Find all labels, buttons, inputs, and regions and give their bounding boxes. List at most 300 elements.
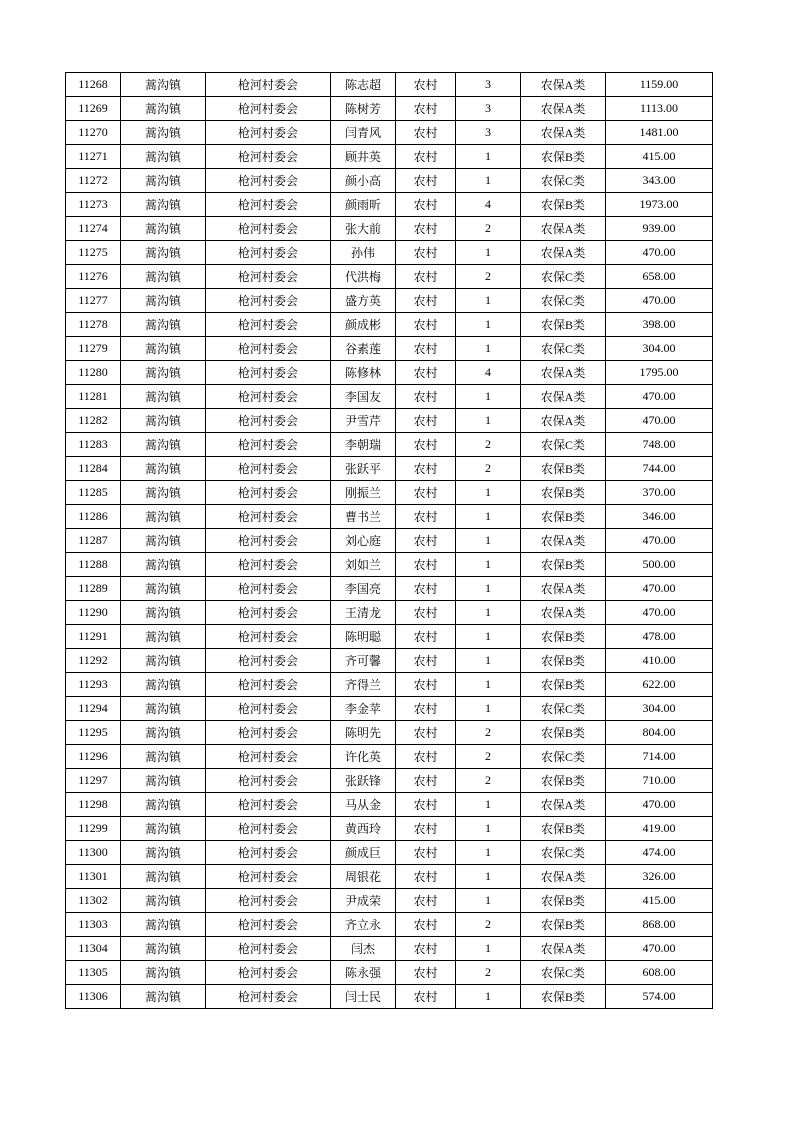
table-row xyxy=(66,385,713,409)
cell-amount: 608.00 xyxy=(606,961,713,985)
cell-id: 11282 xyxy=(66,409,121,433)
cell-insurance: 农保A类 xyxy=(521,865,606,889)
cell-town: 蒿沟镇 xyxy=(121,529,206,553)
cell-town: 蒿沟镇 xyxy=(121,337,206,361)
cell-id: 11279 xyxy=(66,337,121,361)
table-row xyxy=(66,961,713,985)
cell-count: 1 xyxy=(456,889,521,913)
cell-village: 枪河村委会 xyxy=(206,673,331,697)
cell-count: 2 xyxy=(456,769,521,793)
table-row xyxy=(66,553,713,577)
cell-amount: 574.00 xyxy=(606,985,713,1009)
cell-insurance: 农保B类 xyxy=(521,481,606,505)
cell-amount: 470.00 xyxy=(606,793,713,817)
cell-id: 11277 xyxy=(66,289,121,313)
cell-amount: 304.00 xyxy=(606,697,713,721)
cell-area_type: 农村 xyxy=(396,721,456,745)
cell-insurance: 农保B类 xyxy=(521,505,606,529)
cell-insurance: 农保C类 xyxy=(521,265,606,289)
cell-amount: 658.00 xyxy=(606,265,713,289)
cell-amount: 1795.00 xyxy=(606,361,713,385)
cell-name: 曹书兰 xyxy=(331,505,396,529)
cell-amount: 748.00 xyxy=(606,433,713,457)
cell-insurance: 农保A类 xyxy=(521,409,606,433)
cell-area_type: 农村 xyxy=(396,577,456,601)
cell-amount: 470.00 xyxy=(606,601,713,625)
cell-area_type: 农村 xyxy=(396,337,456,361)
table-row xyxy=(66,505,713,529)
cell-count: 1 xyxy=(456,289,521,313)
cell-amount: 1159.00 xyxy=(606,73,713,97)
cell-id: 11294 xyxy=(66,697,121,721)
cell-town: 蒿沟镇 xyxy=(121,265,206,289)
cell-name: 尹成荣 xyxy=(331,889,396,913)
cell-insurance: 农保C类 xyxy=(521,433,606,457)
cell-name: 代洪梅 xyxy=(331,265,396,289)
cell-village: 枪河村委会 xyxy=(206,649,331,673)
cell-insurance: 农保B类 xyxy=(521,649,606,673)
cell-name: 刚振兰 xyxy=(331,481,396,505)
cell-area_type: 农村 xyxy=(396,529,456,553)
cell-id: 11268 xyxy=(66,73,121,97)
cell-town: 蒿沟镇 xyxy=(121,841,206,865)
cell-id: 11286 xyxy=(66,505,121,529)
table-row xyxy=(66,241,713,265)
cell-insurance: 农保B类 xyxy=(521,673,606,697)
cell-id: 11300 xyxy=(66,841,121,865)
cell-village: 枪河村委会 xyxy=(206,697,331,721)
cell-area_type: 农村 xyxy=(396,553,456,577)
cell-name: 闫杰 xyxy=(331,937,396,961)
cell-area_type: 农村 xyxy=(396,697,456,721)
table-row xyxy=(66,217,713,241)
cell-area_type: 农村 xyxy=(396,385,456,409)
cell-village: 枪河村委会 xyxy=(206,505,331,529)
cell-count: 1 xyxy=(456,649,521,673)
cell-area_type: 农村 xyxy=(396,289,456,313)
table-row xyxy=(66,457,713,481)
cell-name: 李朝瑞 xyxy=(331,433,396,457)
cell-count: 1 xyxy=(456,553,521,577)
table-row xyxy=(66,793,713,817)
cell-amount: 470.00 xyxy=(606,529,713,553)
cell-count: 1 xyxy=(456,601,521,625)
cell-town: 蒿沟镇 xyxy=(121,289,206,313)
table-row xyxy=(66,937,713,961)
cell-insurance: 农保B类 xyxy=(521,985,606,1009)
cell-id: 11271 xyxy=(66,145,121,169)
cell-town: 蒿沟镇 xyxy=(121,769,206,793)
cell-area_type: 农村 xyxy=(396,505,456,529)
table-row xyxy=(66,817,713,841)
cell-id: 11297 xyxy=(66,769,121,793)
cell-name: 李金苹 xyxy=(331,697,396,721)
cell-id: 11273 xyxy=(66,193,121,217)
cell-count: 2 xyxy=(456,457,521,481)
cell-town: 蒿沟镇 xyxy=(121,241,206,265)
cell-id: 11269 xyxy=(66,97,121,121)
cell-count: 1 xyxy=(456,841,521,865)
cell-count: 1 xyxy=(456,505,521,529)
table-row xyxy=(66,337,713,361)
table-row xyxy=(66,529,713,553)
cell-amount: 470.00 xyxy=(606,289,713,313)
cell-id: 11289 xyxy=(66,577,121,601)
cell-area_type: 农村 xyxy=(396,97,456,121)
cell-area_type: 农村 xyxy=(396,937,456,961)
cell-insurance: 农保C类 xyxy=(521,169,606,193)
cell-count: 2 xyxy=(456,265,521,289)
table-row xyxy=(66,193,713,217)
cell-count: 1 xyxy=(456,481,521,505)
cell-area_type: 农村 xyxy=(396,673,456,697)
cell-town: 蒿沟镇 xyxy=(121,793,206,817)
cell-amount: 474.00 xyxy=(606,841,713,865)
cell-town: 蒿沟镇 xyxy=(121,193,206,217)
table-row xyxy=(66,265,713,289)
cell-amount: 470.00 xyxy=(606,937,713,961)
cell-town: 蒿沟镇 xyxy=(121,721,206,745)
cell-count: 1 xyxy=(456,817,521,841)
cell-id: 11288 xyxy=(66,553,121,577)
cell-village: 枪河村委会 xyxy=(206,985,331,1009)
cell-name: 刘如兰 xyxy=(331,553,396,577)
cell-name: 陈明先 xyxy=(331,721,396,745)
table-row xyxy=(66,889,713,913)
cell-insurance: 农保A类 xyxy=(521,529,606,553)
cell-area_type: 农村 xyxy=(396,649,456,673)
cell-amount: 939.00 xyxy=(606,217,713,241)
cell-name: 陈树芳 xyxy=(331,97,396,121)
cell-count: 2 xyxy=(456,745,521,769)
cell-name: 尹雪芹 xyxy=(331,409,396,433)
cell-name: 闫士民 xyxy=(331,985,396,1009)
cell-village: 枪河村委会 xyxy=(206,529,331,553)
cell-town: 蒿沟镇 xyxy=(121,673,206,697)
cell-id: 11278 xyxy=(66,313,121,337)
cell-village: 枪河村委会 xyxy=(206,601,331,625)
table-row xyxy=(66,745,713,769)
cell-count: 1 xyxy=(456,985,521,1009)
cell-count: 1 xyxy=(456,241,521,265)
cell-town: 蒿沟镇 xyxy=(121,577,206,601)
cell-name: 顾井英 xyxy=(331,145,396,169)
cell-amount: 346.00 xyxy=(606,505,713,529)
cell-village: 枪河村委会 xyxy=(206,553,331,577)
cell-village: 枪河村委会 xyxy=(206,145,331,169)
cell-area_type: 农村 xyxy=(396,145,456,169)
cell-insurance: 农保A类 xyxy=(521,385,606,409)
cell-amount: 398.00 xyxy=(606,313,713,337)
cell-area_type: 农村 xyxy=(396,865,456,889)
cell-count: 1 xyxy=(456,577,521,601)
table-row xyxy=(66,577,713,601)
cell-area_type: 农村 xyxy=(396,193,456,217)
cell-name: 颜小高 xyxy=(331,169,396,193)
cell-town: 蒿沟镇 xyxy=(121,745,206,769)
cell-id: 11306 xyxy=(66,985,121,1009)
cell-count: 1 xyxy=(456,865,521,889)
cell-village: 枪河村委会 xyxy=(206,913,331,937)
cell-name: 张大前 xyxy=(331,217,396,241)
cell-area_type: 农村 xyxy=(396,913,456,937)
cell-insurance: 农保A类 xyxy=(521,121,606,145)
cell-id: 11293 xyxy=(66,673,121,697)
cell-town: 蒿沟镇 xyxy=(121,73,206,97)
cell-id: 11304 xyxy=(66,937,121,961)
cell-insurance: 农保C类 xyxy=(521,841,606,865)
cell-area_type: 农村 xyxy=(396,313,456,337)
cell-name: 颜雨昕 xyxy=(331,193,396,217)
cell-name: 颜成巨 xyxy=(331,841,396,865)
cell-amount: 1481.00 xyxy=(606,121,713,145)
cell-town: 蒿沟镇 xyxy=(121,217,206,241)
cell-village: 枪河村委会 xyxy=(206,865,331,889)
cell-count: 1 xyxy=(456,937,521,961)
cell-name: 谷素莲 xyxy=(331,337,396,361)
cell-village: 枪河村委会 xyxy=(206,721,331,745)
cell-village: 枪河村委会 xyxy=(206,577,331,601)
cell-amount: 410.00 xyxy=(606,649,713,673)
table-row xyxy=(66,433,713,457)
cell-count: 2 xyxy=(456,217,521,241)
table-row xyxy=(66,121,713,145)
cell-amount: 1973.00 xyxy=(606,193,713,217)
cell-village: 枪河村委会 xyxy=(206,961,331,985)
cell-area_type: 农村 xyxy=(396,769,456,793)
cell-amount: 304.00 xyxy=(606,337,713,361)
table-row xyxy=(66,985,713,1009)
table-row xyxy=(66,601,713,625)
cell-amount: 710.00 xyxy=(606,769,713,793)
table-row xyxy=(66,913,713,937)
cell-village: 枪河村委会 xyxy=(206,817,331,841)
cell-town: 蒿沟镇 xyxy=(121,457,206,481)
cell-town: 蒿沟镇 xyxy=(121,145,206,169)
cell-area_type: 农村 xyxy=(396,265,456,289)
cell-count: 2 xyxy=(456,721,521,745)
cell-name: 张跃平 xyxy=(331,457,396,481)
cell-area_type: 农村 xyxy=(396,625,456,649)
cell-count: 1 xyxy=(456,793,521,817)
table-row xyxy=(66,313,713,337)
cell-area_type: 农村 xyxy=(396,169,456,193)
cell-area_type: 农村 xyxy=(396,817,456,841)
cell-insurance: 农保B类 xyxy=(521,553,606,577)
cell-town: 蒿沟镇 xyxy=(121,409,206,433)
cell-village: 枪河村委会 xyxy=(206,361,331,385)
cell-id: 11276 xyxy=(66,265,121,289)
cell-insurance: 农保A类 xyxy=(521,241,606,265)
cell-amount: 868.00 xyxy=(606,913,713,937)
cell-village: 枪河村委会 xyxy=(206,889,331,913)
table-row xyxy=(66,649,713,673)
cell-village: 枪河村委会 xyxy=(206,745,331,769)
cell-area_type: 农村 xyxy=(396,433,456,457)
cell-amount: 478.00 xyxy=(606,625,713,649)
cell-insurance: 农保B类 xyxy=(521,145,606,169)
cell-amount: 714.00 xyxy=(606,745,713,769)
cell-village: 枪河村委会 xyxy=(206,97,331,121)
cell-area_type: 农村 xyxy=(396,481,456,505)
cell-insurance: 农保C类 xyxy=(521,745,606,769)
cell-town: 蒿沟镇 xyxy=(121,697,206,721)
cell-amount: 470.00 xyxy=(606,385,713,409)
cell-village: 枪河村委会 xyxy=(206,457,331,481)
table-row xyxy=(66,625,713,649)
cell-village: 枪河村委会 xyxy=(206,73,331,97)
cell-count: 1 xyxy=(456,409,521,433)
cell-id: 11280 xyxy=(66,361,121,385)
cell-area_type: 农村 xyxy=(396,121,456,145)
cell-id: 11296 xyxy=(66,745,121,769)
cell-count: 1 xyxy=(456,697,521,721)
cell-village: 枪河村委会 xyxy=(206,121,331,145)
cell-count: 3 xyxy=(456,97,521,121)
cell-area_type: 农村 xyxy=(396,889,456,913)
cell-village: 枪河村委会 xyxy=(206,841,331,865)
cell-village: 枪河村委会 xyxy=(206,625,331,649)
table-row xyxy=(66,841,713,865)
cell-town: 蒿沟镇 xyxy=(121,505,206,529)
cell-count: 2 xyxy=(456,433,521,457)
cell-insurance: 农保B类 xyxy=(521,889,606,913)
cell-town: 蒿沟镇 xyxy=(121,361,206,385)
cell-town: 蒿沟镇 xyxy=(121,961,206,985)
cell-count: 1 xyxy=(456,625,521,649)
cell-name: 陈志超 xyxy=(331,73,396,97)
cell-area_type: 农村 xyxy=(396,217,456,241)
cell-id: 11283 xyxy=(66,433,121,457)
cell-amount: 744.00 xyxy=(606,457,713,481)
cell-insurance: 农保B类 xyxy=(521,625,606,649)
cell-id: 11302 xyxy=(66,889,121,913)
cell-name: 王清龙 xyxy=(331,601,396,625)
cell-area_type: 农村 xyxy=(396,457,456,481)
cell-area_type: 农村 xyxy=(396,985,456,1009)
cell-village: 枪河村委会 xyxy=(206,409,331,433)
cell-id: 11295 xyxy=(66,721,121,745)
cell-town: 蒿沟镇 xyxy=(121,889,206,913)
cell-insurance: 农保A类 xyxy=(521,793,606,817)
cell-id: 11298 xyxy=(66,793,121,817)
cell-town: 蒿沟镇 xyxy=(121,313,206,337)
table-row xyxy=(66,289,713,313)
table-row xyxy=(66,769,713,793)
cell-name: 齐得兰 xyxy=(331,673,396,697)
cell-insurance: 农保B类 xyxy=(521,769,606,793)
cell-name: 周银花 xyxy=(331,865,396,889)
cell-id: 11290 xyxy=(66,601,121,625)
cell-count: 4 xyxy=(456,193,521,217)
cell-insurance: 农保A类 xyxy=(521,217,606,241)
cell-amount: 415.00 xyxy=(606,145,713,169)
cell-town: 蒿沟镇 xyxy=(121,97,206,121)
cell-count: 4 xyxy=(456,361,521,385)
cell-village: 枪河村委会 xyxy=(206,193,331,217)
cell-town: 蒿沟镇 xyxy=(121,553,206,577)
cell-area_type: 农村 xyxy=(396,241,456,265)
cell-name: 许化英 xyxy=(331,745,396,769)
cell-amount: 470.00 xyxy=(606,409,713,433)
cell-insurance: 农保B类 xyxy=(521,817,606,841)
cell-town: 蒿沟镇 xyxy=(121,937,206,961)
cell-insurance: 农保B类 xyxy=(521,313,606,337)
cell-id: 11270 xyxy=(66,121,121,145)
cell-town: 蒿沟镇 xyxy=(121,169,206,193)
cell-amount: 343.00 xyxy=(606,169,713,193)
cell-id: 11281 xyxy=(66,385,121,409)
cell-name: 闫青风 xyxy=(331,121,396,145)
cell-village: 枪河村委会 xyxy=(206,337,331,361)
cell-town: 蒿沟镇 xyxy=(121,433,206,457)
table-row xyxy=(66,145,713,169)
cell-village: 枪河村委会 xyxy=(206,937,331,961)
table-row xyxy=(66,169,713,193)
table-row xyxy=(66,73,713,97)
cell-village: 枪河村委会 xyxy=(206,265,331,289)
cell-town: 蒿沟镇 xyxy=(121,985,206,1009)
cell-insurance: 农保A类 xyxy=(521,577,606,601)
cell-id: 11292 xyxy=(66,649,121,673)
cell-insurance: 农保A类 xyxy=(521,73,606,97)
cell-count: 1 xyxy=(456,337,521,361)
cell-town: 蒿沟镇 xyxy=(121,601,206,625)
cell-town: 蒿沟镇 xyxy=(121,865,206,889)
cell-town: 蒿沟镇 xyxy=(121,817,206,841)
table-row xyxy=(66,481,713,505)
cell-area_type: 农村 xyxy=(396,961,456,985)
cell-name: 齐可馨 xyxy=(331,649,396,673)
cell-id: 11274 xyxy=(66,217,121,241)
cell-id: 11287 xyxy=(66,529,121,553)
cell-town: 蒿沟镇 xyxy=(121,481,206,505)
cell-area_type: 农村 xyxy=(396,409,456,433)
cell-name: 黄西玲 xyxy=(331,817,396,841)
cell-count: 1 xyxy=(456,169,521,193)
table-body xyxy=(66,73,713,1009)
cell-id: 11299 xyxy=(66,817,121,841)
cell-amount: 370.00 xyxy=(606,481,713,505)
cell-area_type: 农村 xyxy=(396,793,456,817)
cell-insurance: 农保A类 xyxy=(521,361,606,385)
cell-village: 枪河村委会 xyxy=(206,793,331,817)
cell-name: 陈明聪 xyxy=(331,625,396,649)
cell-town: 蒿沟镇 xyxy=(121,121,206,145)
table-row xyxy=(66,673,713,697)
payment-table xyxy=(65,72,713,1009)
cell-area_type: 农村 xyxy=(396,73,456,97)
cell-id: 11301 xyxy=(66,865,121,889)
table-row xyxy=(66,361,713,385)
table-row xyxy=(66,865,713,889)
cell-area_type: 农村 xyxy=(396,361,456,385)
cell-town: 蒿沟镇 xyxy=(121,625,206,649)
cell-insurance: 农保A类 xyxy=(521,97,606,121)
cell-id: 11303 xyxy=(66,913,121,937)
cell-id: 11272 xyxy=(66,169,121,193)
cell-id: 11275 xyxy=(66,241,121,265)
cell-name: 盛方英 xyxy=(331,289,396,313)
cell-amount: 470.00 xyxy=(606,577,713,601)
cell-count: 3 xyxy=(456,121,521,145)
cell-insurance: 农保C类 xyxy=(521,961,606,985)
cell-area_type: 农村 xyxy=(396,841,456,865)
cell-id: 11284 xyxy=(66,457,121,481)
cell-insurance: 农保C类 xyxy=(521,697,606,721)
cell-name: 颜成彬 xyxy=(331,313,396,337)
cell-id: 11285 xyxy=(66,481,121,505)
